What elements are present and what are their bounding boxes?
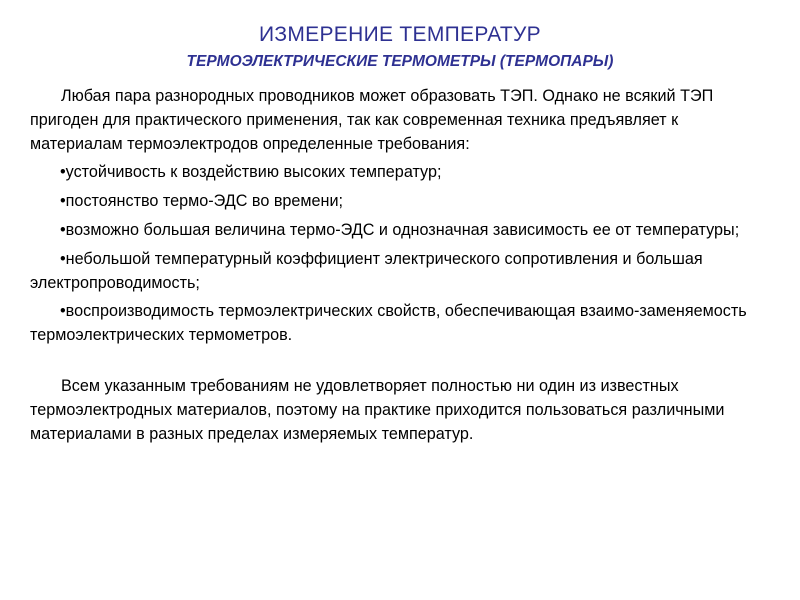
bullet-mark: • (60, 220, 66, 239)
bullet-text: воспроизводимость термоэлектрических свойств, обеспечивающая взаимо-заменяемость термоэлектрических термометров. (30, 302, 747, 345)
bullet-mark: • (60, 302, 66, 321)
bullet-mark: • (60, 192, 66, 211)
bullet-mark: • (60, 163, 66, 182)
bullet-item (30, 300, 775, 348)
bullet-mark: • (60, 249, 66, 268)
slide-body (30, 85, 775, 446)
bullet-item (30, 161, 775, 185)
bullet-item (30, 190, 775, 214)
bullet-text: постоянство термо-ЭДС во времени; (65, 192, 344, 211)
conclusion-paragraph: Всем указанным требованиям не удовлетворяет полностью ни один из известных термоэлектродных материалов, поэтому на практике приходится пользоваться различными материалами в разных пределах измеряемых температур. (30, 376, 725, 443)
bullet-text: устойчивость к воздействию высоких температур; (65, 163, 442, 182)
intro-paragraph: Любая пара разнородных проводников может образовать ТЭП. Однако не всякий ТЭП пригоден для практического применения, так как современная техника предъявляет к материалам термоэлектродов определенные требования: (30, 87, 714, 153)
bullet-text: небольшой температурный коэффициент электрического сопротивления и большая электропроводимость; (30, 249, 703, 292)
bullet-item (30, 219, 775, 243)
slide-title: ИЗМЕРЕНИЕ ТЕМПЕРАТУР (259, 23, 541, 46)
bullet-item (30, 248, 775, 296)
bullet-text: возможно большая величина термо-ЭДС и однозначная зависимость ее от температуры; (65, 220, 740, 239)
paragraph-spacer (30, 348, 775, 375)
slide-subtitle: ТЕРМОЭЛЕКТРИЧЕСКИЕ ТЕРМОМЕТРЫ (ТЕРМОПАРЫ) (186, 53, 614, 70)
